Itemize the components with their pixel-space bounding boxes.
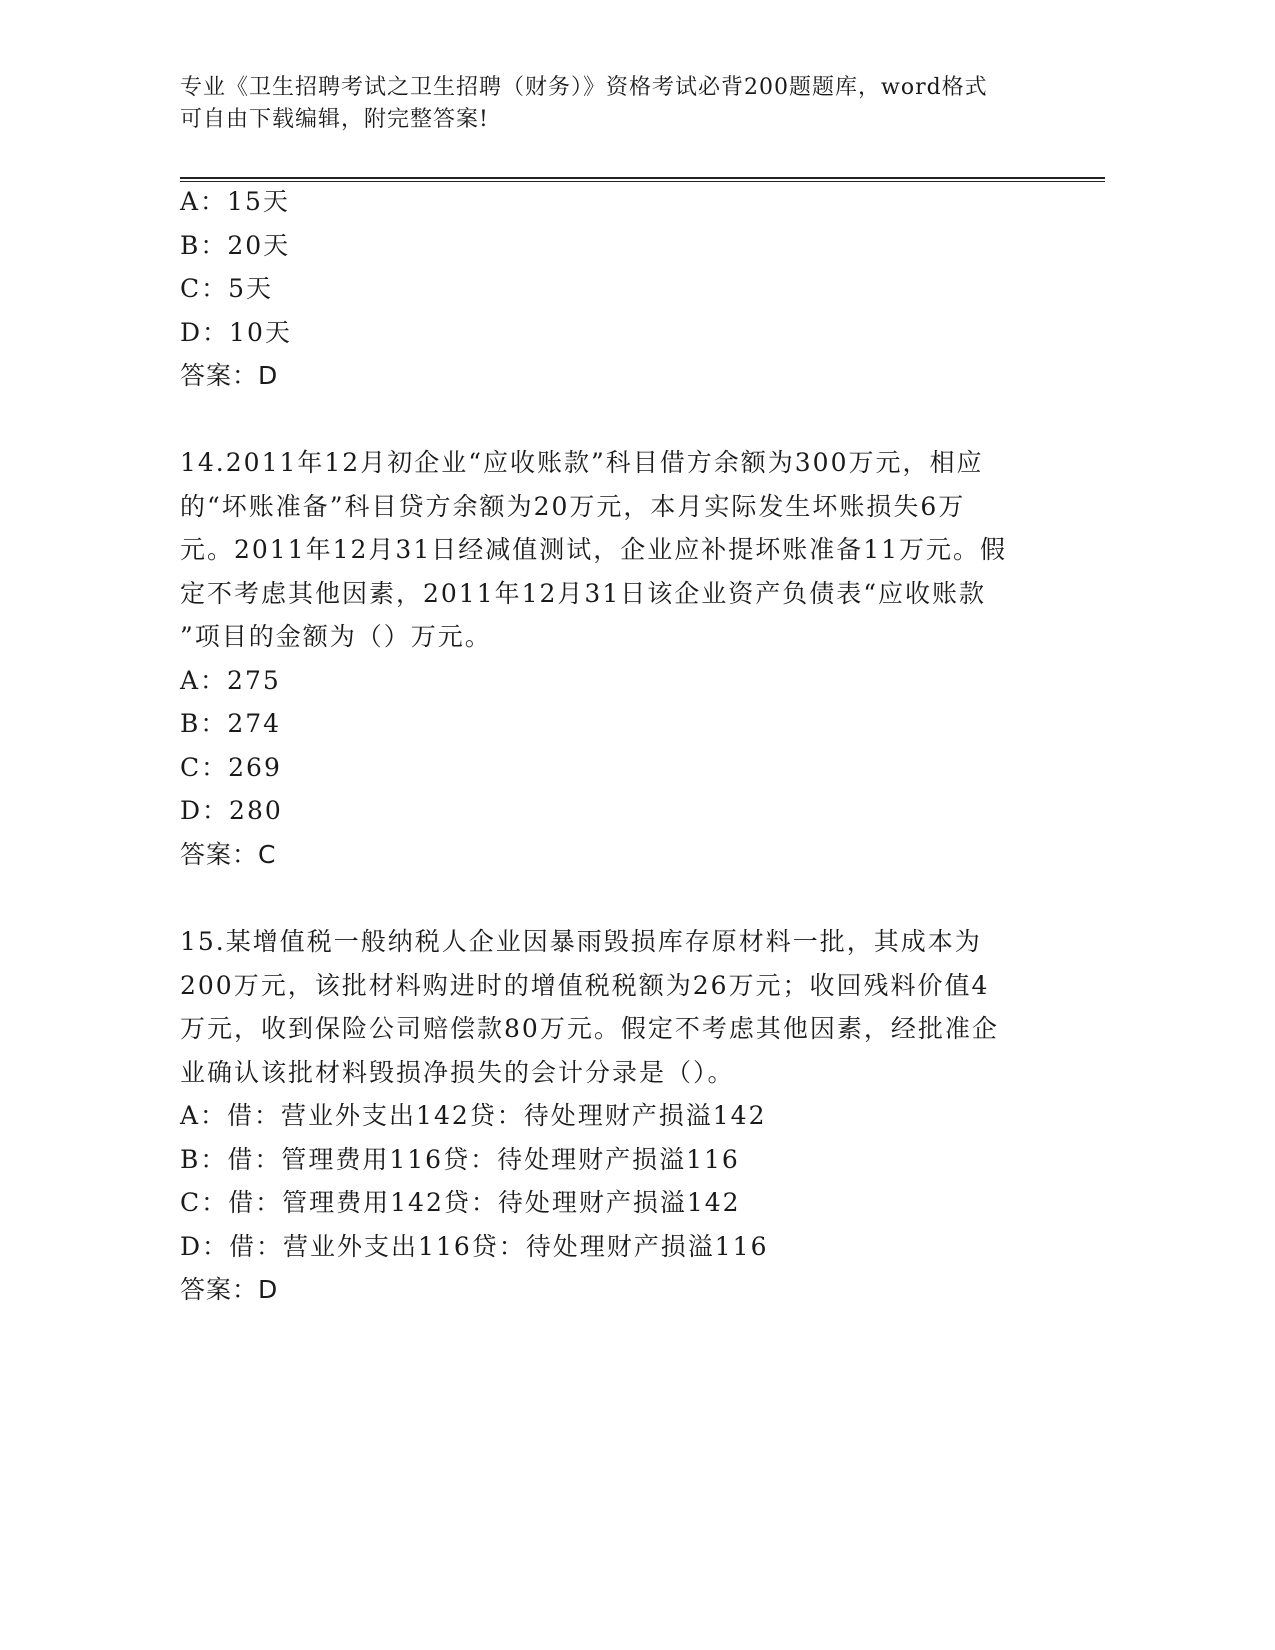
- q14-option-a: A：275: [180, 666, 281, 695]
- q14-answer: 答案：C: [180, 840, 277, 869]
- q13-answer: 答案：D: [180, 361, 279, 390]
- document-header: [180, 72, 1040, 136]
- q15-stem-line-3: 万元，收到保险公司赔偿款80万元。假定不考虑其他因素，经批准企: [180, 1014, 999, 1043]
- q14-stem-line-3: 元。2011年12月31日经减值测试，企业应补提坏账准备11万元。假: [180, 535, 1008, 564]
- q13-option-c: C：5天: [180, 274, 274, 303]
- q15-option-a: A：借：营业外支出142贷：待处理财产损溢142: [180, 1101, 767, 1130]
- q15-stem-line-2: 200万元，该批材料购进时的增值税税额为26万元；收回残料价值4: [180, 971, 990, 1000]
- q15-option-c: C：借：管理费用142贷：待处理财产损溢142: [180, 1188, 741, 1217]
- q15-option-d: D：借：营业外支出116贷：待处理财产损溢116: [180, 1232, 769, 1261]
- q15-option-b: B：借：管理费用116贷：待处理财产损溢116: [180, 1145, 740, 1174]
- q14-stem-line-2: 的“坏账准备”科目贷方余额为20万元，本月实际发生坏账损失6万: [180, 492, 966, 521]
- q13-option-d: D：10天: [180, 318, 292, 347]
- header-title-line-2: 可自由下载编辑，附完整答案!: [180, 107, 489, 132]
- q15-stem-line-4: 业确认该批材料毁损净损失的会计分录是（）。: [180, 1058, 735, 1087]
- q14-option-d: D：280: [180, 796, 283, 825]
- q15-answer: 答案：D: [180, 1275, 279, 1304]
- q14-stem-line-4: 定不考虑其他因素，2011年12月31日该企业资产负债表“应收账款: [180, 579, 987, 608]
- q15-stem-line-1: 15.某增值税一般纳税人企业因暴雨毁损库存原材料一批，其成本为: [180, 927, 982, 956]
- header-divider: [180, 177, 1105, 182]
- q14-option-c: C：269: [180, 753, 282, 782]
- q13-option-a: A：15天: [180, 187, 290, 216]
- q14-option-b: B：274: [180, 709, 282, 738]
- q13-option-b: B：20天: [180, 231, 291, 260]
- q14-stem-line-5: ”项目的金额为（）万元。: [180, 622, 492, 651]
- header-title-line-1: 专业《卫生招聘考试之卫生招聘（财务）》资格考试必背200题题库，word格式: [180, 75, 988, 100]
- q14-stem-line-1: 14.2011年12月初企业“应收账款”科目借方余额为300万元，相应: [180, 448, 984, 477]
